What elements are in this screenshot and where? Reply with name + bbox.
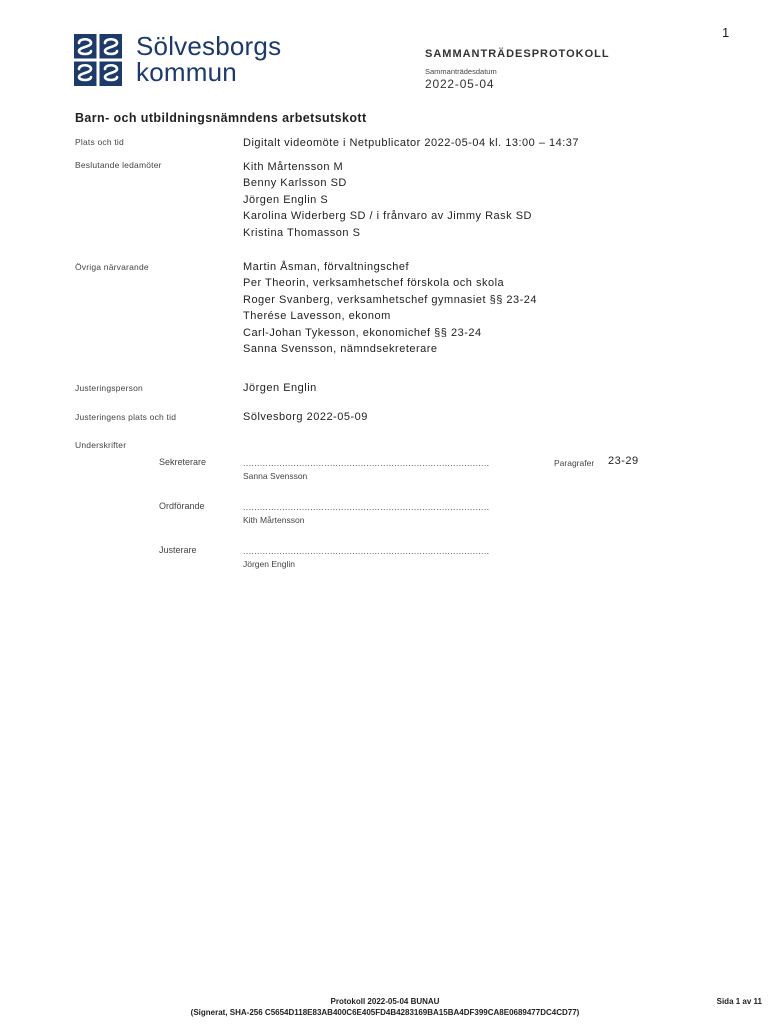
others-label: Övriga närvarande — [75, 262, 149, 272]
signature-role: Ordförande — [159, 501, 205, 511]
signature-name: Kith Mårtensson — [243, 515, 305, 525]
logo-line-2: kommun — [136, 57, 237, 87]
member-item: Benny Karlsson SD — [243, 177, 347, 190]
logo-line-1: Sölvesborgs — [136, 31, 282, 61]
other-item: Roger Svanberg, verksamhetschef gymnasiet §§ 23-24 — [243, 293, 538, 306]
member-item: Karolina Widerberg SD / i frånvaro av Jimmy Rask SD — [243, 210, 532, 223]
adjuster-value: Jörgen Englin — [243, 382, 317, 394]
signature-line: ........................................................................................ — [243, 502, 490, 512]
signature-role: Sekreterare — [159, 457, 207, 467]
signature-line: ........................................................................................ — [243, 546, 490, 556]
footer-protocol: Protokoll 2022-05-04 BUNAU — [330, 997, 440, 1006]
document-type: SAMMANTRÄDESPROTOKOLL — [425, 48, 610, 60]
member-item: Jörgen Englin S — [243, 193, 329, 206]
members-label: Beslutande ledamöter — [75, 160, 162, 170]
meeting-date-value: 2022-05-04 — [425, 77, 495, 91]
members-list — [243, 159, 532, 241]
other-item: Therése Lavesson, ekonom — [243, 310, 391, 323]
signatures-label: Underskrifter — [75, 440, 127, 450]
adjust-place-value: Sölvesborg 2022-05-09 — [243, 411, 368, 423]
other-item: Carl-Johan Tykesson, ekonomichef §§ 23-24 — [243, 326, 482, 339]
others-list — [243, 259, 537, 357]
signature-line: ........................................................................................ — [243, 458, 490, 468]
other-item: Sanna Svensson, nämndsekreterare — [243, 343, 438, 356]
signature-name: Jörgen Englin — [243, 559, 295, 569]
footer-page-count: Sida 1 av 11 — [716, 997, 762, 1006]
paragraphs-value: 23-29 — [608, 455, 639, 467]
paragraphs-label: Paragrafer — [554, 458, 595, 468]
place-value: Digitalt videomöte i Netpublicator 2022-05-04 kl. 13:00 – 14:37 — [243, 137, 580, 149]
footer-signature-hash: (Signerat, SHA-256 C5654D118E83AB400C6E405FD4B4283169BA15BA4DF399CA8E0689477DC4CD77) — [190, 1008, 580, 1017]
meeting-date-label: Sammanträdesdatum — [425, 67, 497, 76]
other-item: Martin Åsman, förvaltningschef — [243, 261, 410, 273]
other-item: Per Theorin, verksamhetschef förskola och skola — [243, 277, 505, 290]
logo-wordmark — [136, 33, 281, 85]
adjuster-label: Justeringsperson — [75, 383, 143, 393]
signature-name: Sanna Svensson — [243, 471, 308, 481]
committee-title: Barn- och utbildningsnämndens arbetsutskott — [75, 111, 367, 125]
signature-role: Justerare — [159, 545, 197, 555]
member-item: Kith Mårtensson M — [243, 161, 344, 173]
place-label: Plats och tid — [75, 137, 124, 147]
member-item: Kristina Thomasson S — [243, 226, 361, 239]
solvesborg-coat-of-arms-icon — [74, 34, 122, 86]
adjust-place-label: Justeringens plats och tid — [75, 412, 177, 422]
page-number: 1 — [722, 25, 730, 40]
